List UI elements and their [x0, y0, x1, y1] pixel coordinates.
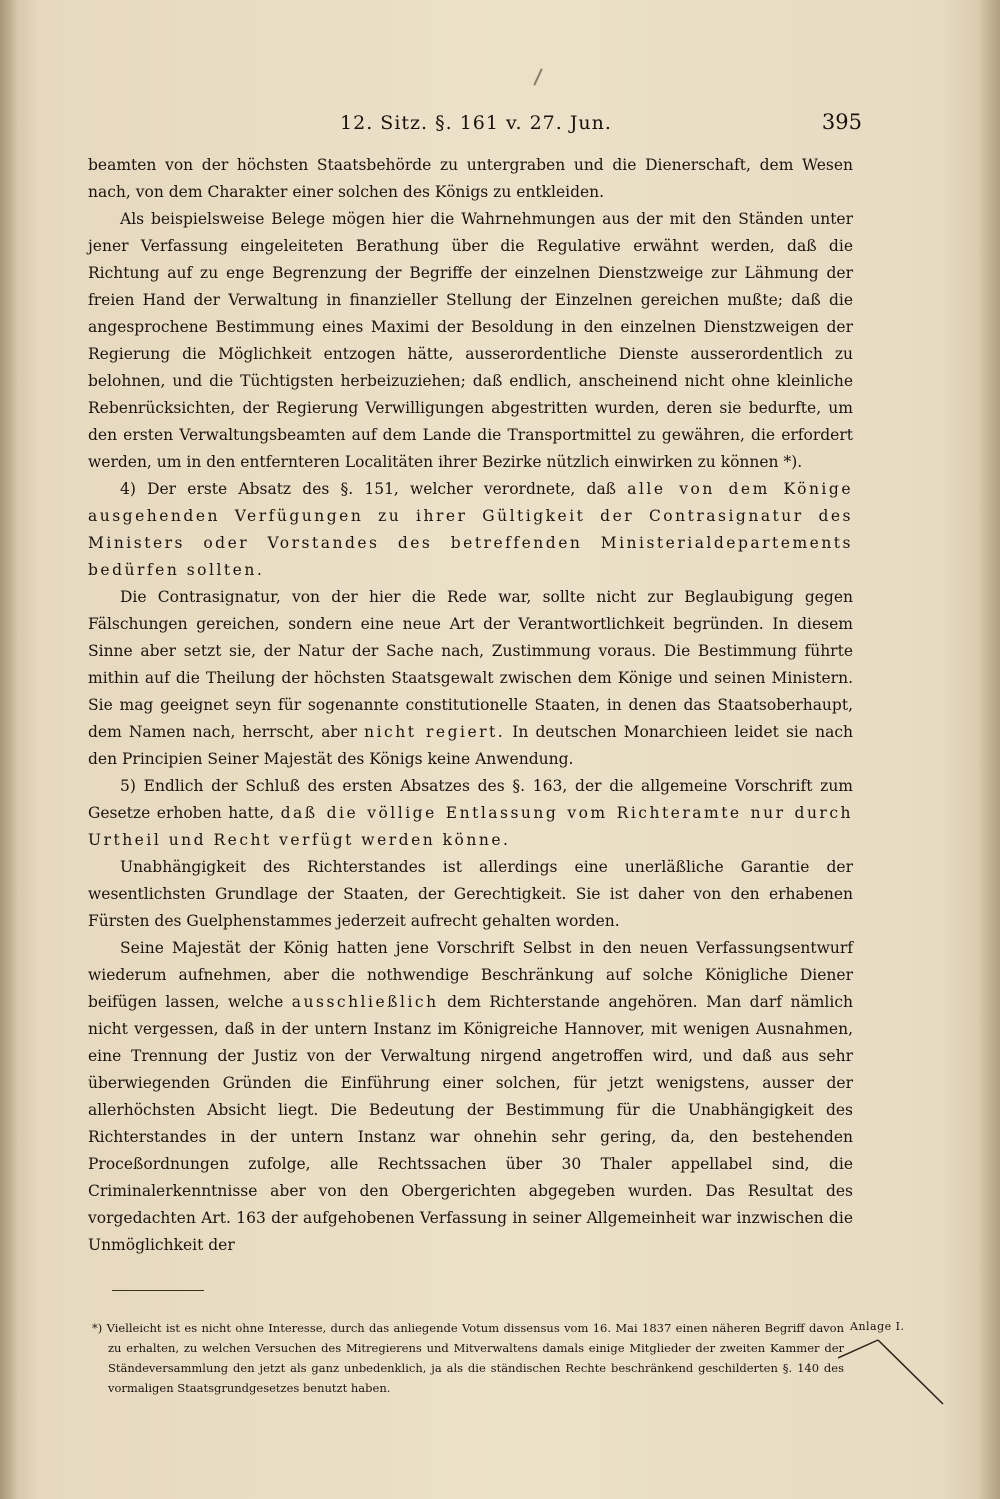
- paragraph-7-part-b: dem Richterstande angehören. Man darf nämlich nicht vergessen, daß in der untern Instanz im Königreiche Hannover, mit wenigen Ausnahmen, eine Trennung der Justiz von der Verwaltung nirgend angetroffen wird, und daß aus sehr überwiegenden Gründen die Einführung einer solchen, für jetzt wenigstens, ausser der allerhöchsten Absicht liegt. Die Bedeutung der Bestimmung für die Unabhängigkeit des Richterstandes in der untern Instanz war ohnehin sehr gering, da, den bestehenden Proceßordnungen zufolge, alle Rechtssachen über 30 Thaler appellabel sind, die Criminalerkenntnisse aber von den Obergerichten abgegeben wurden. Das Resultat des vorgedachten Art. 163 der aufgehobenen Verfassung in seiner Allgemeinheit war inzwischen die Unmöglichkeit der: [88, 993, 853, 1254]
- paragraph-5-lead: 5) Endlich der Schluß des ersten Absatzes des §. 163, der die allgemeine Vorschrift zum Gesetze erhoben hatte,: [88, 777, 853, 822]
- page-header: [90, 112, 862, 142]
- paragraph-7: [88, 935, 853, 1259]
- margin-line-lower: [878, 1340, 943, 1404]
- running-head: 12. Sitz. §. 161 v. 27. Jun.: [340, 112, 612, 134]
- paragraph-7-emphasis: ausschließlich: [291, 993, 439, 1011]
- paragraph-5: [88, 773, 853, 854]
- footnote-marker: *): [92, 1321, 103, 1335]
- paragraph-4: [88, 584, 853, 773]
- paragraph-6: Unabhängigkeit des Richterstandes ist allerdings eine unerläßliche Garantie der wesentlichsten Grundlage der Staaten, der Gerechtigkeit. Sie ist daher von den erhabenen Fürsten des Guelphenstammes jederzeit aufrecht gehalten worden.: [88, 858, 853, 930]
- footnote: [92, 1318, 844, 1398]
- page-number: 395: [821, 110, 862, 134]
- paragraph-5-emphasis: daß die völlige Entlassung vom Richteramte nur durch Urtheil und Recht verfügt werden könne.: [88, 804, 853, 849]
- paragraph-4-part-b: In deutschen Monarchieen leidet sie nach den Principien Seiner Majestät des Königs keine Anwendung.: [88, 723, 853, 768]
- margin-note: Anlage I.: [850, 1320, 905, 1333]
- paragraph-3-lead: 4) Der erste Absatz des §. 151, welcher verordnete, daß: [120, 480, 617, 498]
- pencil-mark: [533, 68, 542, 85]
- paragraph-1: beamten von der höchsten Staatsbehörde zu untergraben und die Dienerschaft, dem Wesen nach, von dem Charakter einer solchen des Königs zu entkleiden.: [88, 156, 853, 201]
- paragraph-4-part-a: Die Contrasignatur, von der hier die Rede war, sollte nicht zur Beglaubigung gegen Fälschungen gereichen, sondern eine neue Art der Verantwortlichkeit begründen. In diesem Sinne aber setzt sie, der Natur der Sache nach, Zustimmung voraus. Die Bestimmung führte mithin auf die Theilung der höchsten Staatsgewalt zwischen dem Könige und seinen Ministern. Sie mag geeignet seyn für sogenannte constitutionelle Staaten, in denen das Staatsoberhaupt, dem Namen nach, herrscht, aber: [88, 588, 853, 741]
- paragraph-7-part-a: Seine Majestät der König hatten jene Vorschrift Selbst in den neuen Verfassungsentwurf wiederum aufnehmen, aber die nothwendige Beschränkung auf solche Königliche Diener beifügen lassen, welche: [88, 939, 853, 1011]
- footnote-rule: [112, 1290, 204, 1291]
- scan-edge-right: [978, 0, 1000, 1499]
- paragraph-2: Als beispielsweise Belege mögen hier die Wahrnehmungen aus der mit den Ständen unter jener Verfassung eingeleiteten Berathung über die Regulative erwähnt werden, daß die Richtung auf zu enge Begrenzung der Begriffe der einzelnen Dienstzweige zur Lähmung der freien Hand der Verwaltung in finanzieller Stellung der Einzelnen gereichen mußte; daß die angesprochene Bestimmung eines Maximi der Besoldung in den einzelnen Dienstzweigen der Regierung die Möglichkeit entzogen hätte, ausserordentliche Dienste ausserordentlich zu belohnen, und die Tüchtigsten herbeizuziehen; daß endlich, anscheinend nicht ohne kleinliche Rebenrücksichten, der Regierung Verwilligungen abgestritten wurden, deren sie bedurfte, um den ersten Verwaltungsbeamten auf dem Lande die Transportmittel zu gewähren, die erfordert werden, um in den entfernteren Localitäten ihrer Bezirke nützlich einwirken zu können *).: [88, 210, 853, 471]
- scan-edge-left: [0, 0, 18, 1499]
- body-text: [88, 152, 853, 1259]
- footnote-text: Vielleicht ist es nicht ohne Interesse, durch das anliegende Votum dissensus vom 16. Mai 1837 einen näheren Begriff davon zu erhalten, zu welchen Versuchen des Mitregierens und Mitverwaltens damals einige Mitglieder der zweiten Kammer der Ständeversammlung den jetzt als ganz unbedenklich, ja als die ständischen Rechte beschränkend geschilderten §. 140 des vormaligen Staatsgrundgesetzes benutzt haben.: [106, 1321, 844, 1395]
- margin-annotation-lines: [838, 1338, 948, 1408]
- paragraph-3: [88, 476, 853, 584]
- margin-line-upper: [838, 1340, 878, 1358]
- paragraph-3-emphasis: alle von dem Könige ausgehenden Verfügungen zu ihrer Gültigkeit der Contrasignatur des Ministers oder Vorstandes des betreffenden Ministerialdepartements bedürfen sollten.: [88, 480, 853, 579]
- paragraph-4-emphasis: nicht regiert.: [364, 723, 506, 741]
